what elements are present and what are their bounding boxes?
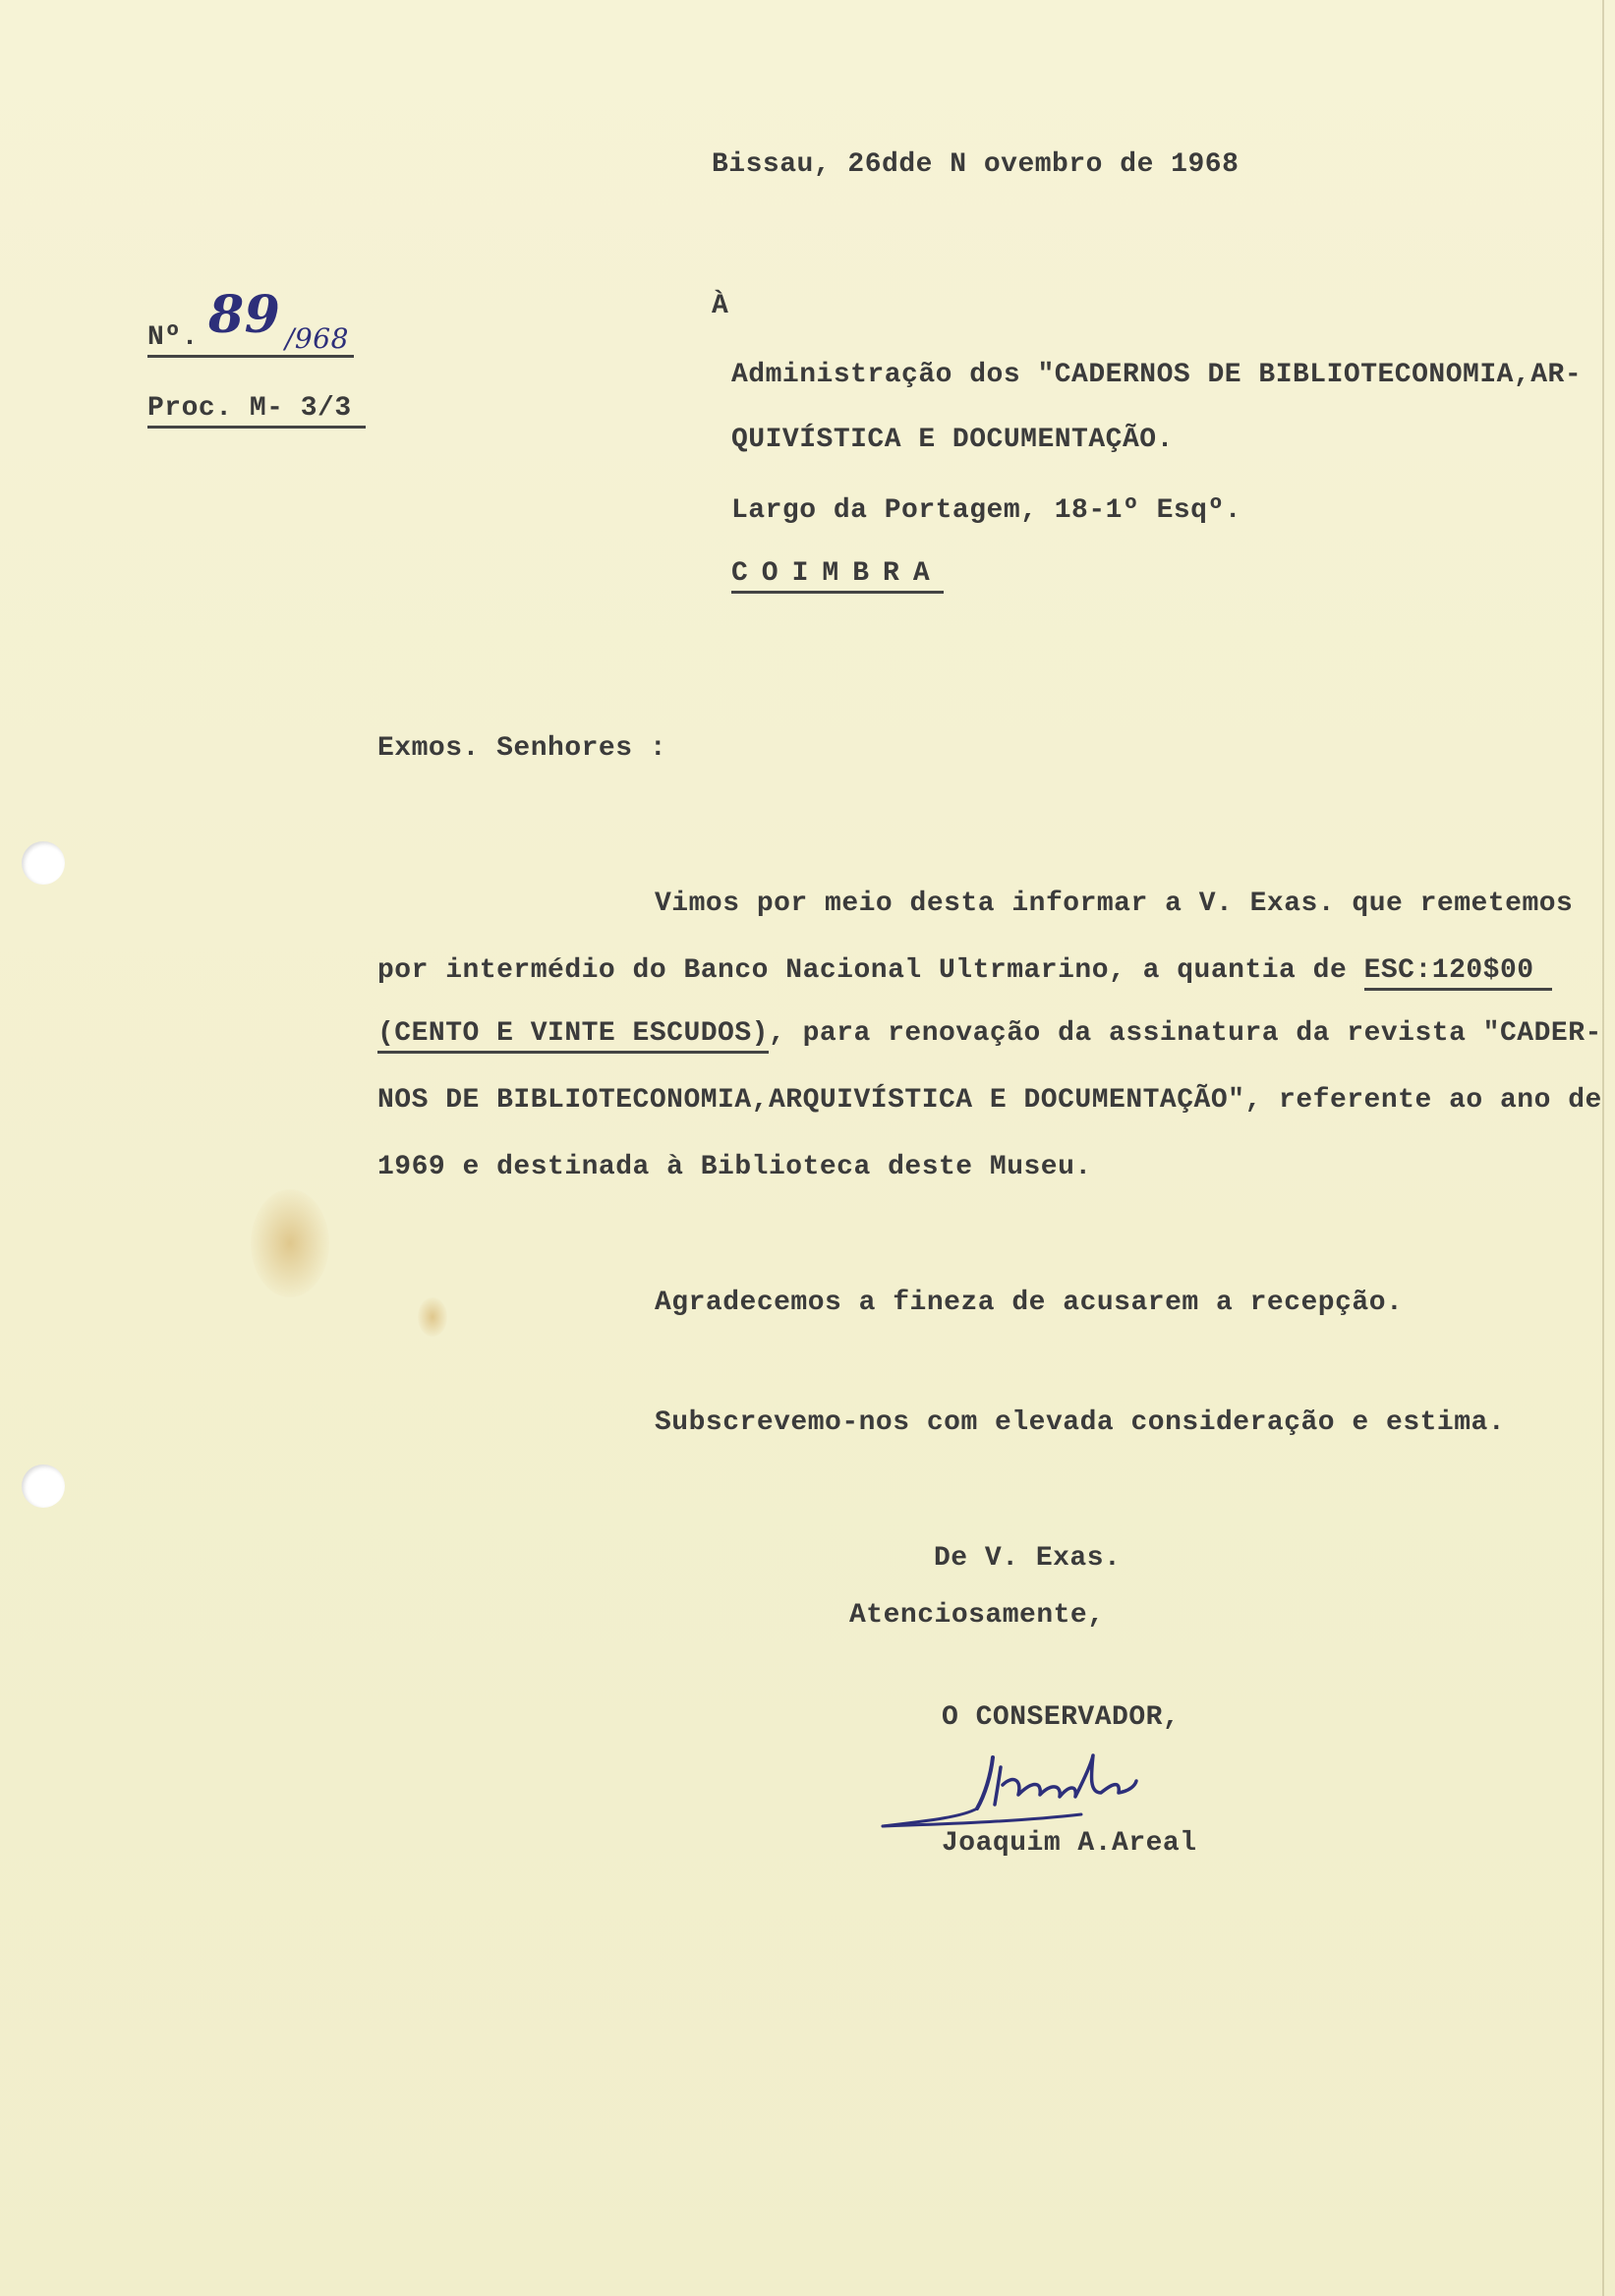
recipient-city-text: COIMBRA [731, 558, 944, 594]
closing-line-2: Atenciosamente, [849, 1600, 1105, 1631]
amount-words: (CENTO E VINTE ESCUDOS) [377, 1018, 769, 1054]
body-p1-line-3-text: , para renovação da assinatura da revista "CADER- [768, 1018, 1602, 1049]
handwritten-signature [875, 1746, 1209, 1834]
signatory-name: Joaquim A.Areal [942, 1828, 1197, 1859]
reference-prefix: Nº. [147, 322, 199, 353]
handwritten-number: 89 [208, 285, 281, 345]
punch-hole-bottom [22, 1464, 65, 1508]
reference-number [147, 285, 354, 358]
process-reference-text: Proc. M- 3/3 [147, 393, 366, 429]
fold-mark [1602, 0, 1604, 2296]
body-p1-line-2 [377, 955, 1552, 986]
paper-stain-small [418, 1297, 447, 1337]
recipient-city [731, 558, 944, 589]
body-p2: Agradecemos a fineza de acusarem a recepção. [655, 1288, 1404, 1318]
closing-title: O CONSERVADOR, [942, 1702, 1181, 1733]
paper-stain [251, 1189, 329, 1297]
body-p1-line-2-text: por intermédio do Banco Nacional Ultrmarino, a quantia de [377, 955, 1364, 986]
body-p1-line-1: Vimos por meio desta informar a V. Exas. que remetemos [655, 889, 1574, 919]
reference-suffix: /968 [285, 322, 349, 355]
salutation: Exmos. Senhores : [377, 733, 667, 764]
recipient-line-1: Administração dos "CADERNOS DE BIBLIOTECONOMIA,AR- [731, 360, 1583, 390]
reference-number-underlined [147, 285, 354, 358]
date-line: Bissau, 26dde N ovembro de 1968 [712, 149, 1240, 180]
recipient-line-3: Largo da Portagem, 18-1º Esqº. [731, 495, 1242, 526]
recipient-line-2: QUIVÍSTICA E DOCUMENTAÇÃO. [731, 425, 1174, 455]
body-p1-line-4: NOS DE BIBLIOTECONOMIA,ARQUIVÍSTICA E DOCUMENTAÇÃO", referente ao ano de [377, 1085, 1602, 1116]
body-p3: Subscrevemo-nos com elevada consideração e estima. [655, 1407, 1506, 1438]
body-p1-line-3 [377, 1018, 1602, 1049]
punch-hole-top [22, 841, 65, 885]
amount-figures: ESC:120$00 [1364, 955, 1552, 991]
closing-line-1: De V. Exas. [934, 1543, 1122, 1574]
process-reference [147, 393, 366, 424]
body-p1-line-5: 1969 e destinada à Biblioteca deste Museu. [377, 1152, 1092, 1182]
recipient-to: À [712, 291, 729, 321]
